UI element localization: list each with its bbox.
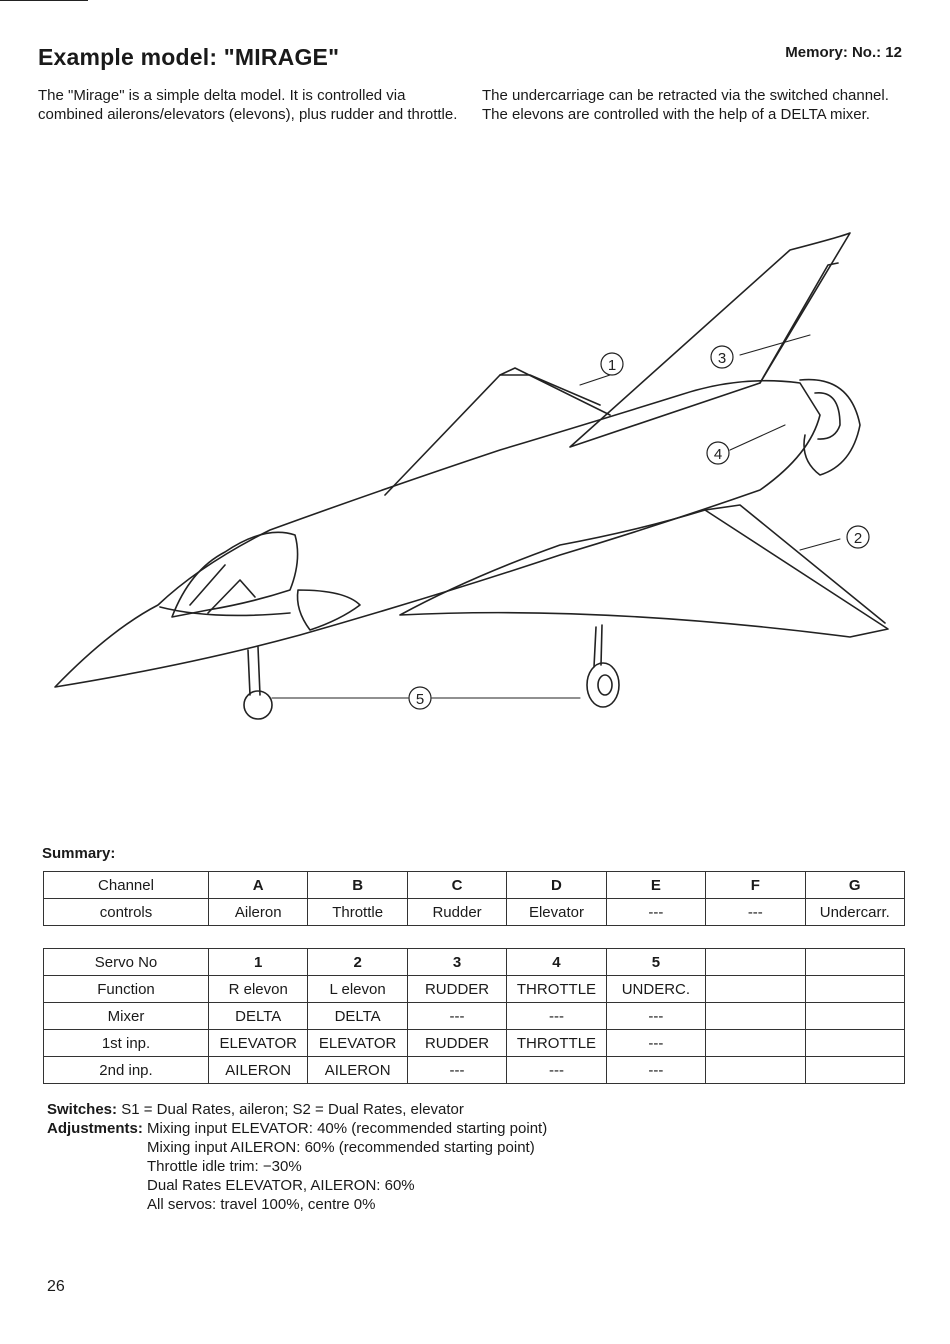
channel-table	[43, 871, 905, 926]
leader-line-3	[740, 335, 810, 355]
callout-3-label: 3	[717, 350, 727, 367]
table-cell	[805, 1030, 904, 1057]
leader-line-1	[580, 375, 610, 385]
nose-wheel	[244, 691, 272, 719]
table-cell: THROTTLE	[507, 1030, 606, 1057]
adjustments-list	[147, 1119, 547, 1214]
table-row	[44, 1003, 905, 1030]
table-cell: ELEVATOR	[308, 1030, 407, 1057]
table-cell: Servo No	[44, 949, 209, 976]
table-cell	[805, 976, 904, 1003]
far-wing	[385, 375, 600, 495]
table-cell: 2nd inp.	[44, 1057, 209, 1084]
table-cell: L elevon	[308, 976, 407, 1003]
table-cell	[706, 1057, 805, 1084]
table-cell: controls	[44, 899, 209, 926]
table-cell: 4	[507, 949, 606, 976]
table-cell: D	[507, 872, 606, 899]
table-cell: RUDDER	[407, 1030, 506, 1057]
table-cell: DELTA	[209, 1003, 308, 1030]
table-cell: G	[805, 872, 904, 899]
table-cell: ---	[407, 1003, 506, 1030]
switches-text: S1 = Dual Rates, aileron; S2 = Dual Rates, elevator	[121, 1101, 464, 1118]
table-row	[44, 899, 905, 926]
page-number: 26	[47, 1278, 65, 1295]
table-cell: ---	[507, 1003, 606, 1030]
leader-line-4	[730, 425, 785, 450]
callout-2-label: 2	[853, 530, 863, 547]
intro-left-paragraph: The "Mirage" is a simple delta model. It is controlled via combined ailerons/elevators (elevons), plus rudder and throttle.	[38, 87, 458, 123]
table-cell: ---	[606, 1030, 705, 1057]
switches-label: Switches:	[47, 1101, 118, 1118]
table-cell: 1	[209, 949, 308, 976]
table-cell	[805, 1057, 904, 1084]
table-cell: ---	[706, 899, 805, 926]
table-cell: E	[606, 872, 705, 899]
callout-3	[711, 346, 733, 368]
table-cell: Mixer	[44, 1003, 209, 1030]
table-row	[44, 1057, 905, 1084]
exhaust-nozzle	[800, 380, 860, 475]
callout-5-label: 5	[415, 691, 425, 708]
fuselage-outline	[55, 381, 820, 687]
nose-line	[160, 607, 290, 615]
exhaust-cone	[815, 393, 840, 439]
adjustment-item: Mixing input AILERON: 60% (recommended starting point)	[147, 1139, 535, 1156]
table-cell	[706, 976, 805, 1003]
switches-line	[47, 1100, 547, 1119]
table-cell: Rudder	[407, 899, 506, 926]
table-cell: Throttle	[308, 899, 407, 926]
table-cell	[805, 1003, 904, 1030]
table-cell: 3	[407, 949, 506, 976]
vertical-fin	[570, 233, 850, 447]
table-cell: ---	[507, 1057, 606, 1084]
table-row	[44, 1030, 905, 1057]
table-cell: RUDDER	[407, 976, 506, 1003]
table-cell: ---	[407, 1057, 506, 1084]
table-row	[44, 949, 905, 976]
callout-4-label: 4	[713, 446, 723, 463]
table-cell: C	[407, 872, 506, 899]
callout-1	[601, 353, 623, 375]
table-cell	[805, 949, 904, 976]
table-cell: DELTA	[308, 1003, 407, 1030]
table-cell: R elevon	[209, 976, 308, 1003]
table-cell: THROTTLE	[507, 976, 606, 1003]
air-intake	[298, 590, 361, 630]
adjustment-item: Throttle idle trim: −30%	[147, 1158, 302, 1175]
callout-1-label: 1	[607, 357, 617, 374]
callout-2	[847, 526, 869, 548]
servo-table	[43, 948, 905, 1084]
table-row	[44, 872, 905, 899]
table-cell: A	[209, 872, 308, 899]
table-cell: ---	[606, 1003, 705, 1030]
table-cell: Channel	[44, 872, 209, 899]
table-cell: Function	[44, 976, 209, 1003]
table-cell: Aileron	[209, 899, 308, 926]
table-row	[44, 976, 905, 1003]
memory-number: Memory: No.: 12	[785, 44, 902, 61]
table-cell: 2	[308, 949, 407, 976]
adjustment-item: Dual Rates ELEVATOR, AILERON: 60%	[147, 1177, 415, 1194]
table-cell: AILERON	[209, 1057, 308, 1084]
adjustment-item: All servos: travel 100%, centre 0%	[147, 1196, 376, 1213]
table-cell: ---	[606, 899, 705, 926]
adjustment-item: Mixing input ELEVATOR: 40% (recommended starting point)	[147, 1120, 548, 1137]
settings-notes	[47, 1100, 547, 1214]
callout-5	[409, 687, 431, 709]
table-cell	[706, 1003, 805, 1030]
intro-right-paragraph: The undercarriage can be retracted via the switched channel. The elevons are controlled with the help of a DELTA mixer.	[482, 87, 889, 123]
summary-label: Summary:	[42, 845, 116, 862]
callout-4	[707, 442, 729, 464]
page-title: Example model: "MIRAGE"	[38, 44, 340, 70]
right-elevon	[705, 505, 885, 623]
leader-line-2	[800, 539, 840, 550]
table-cell: AILERON	[308, 1057, 407, 1084]
canopy-frame	[190, 565, 255, 613]
mirage-aircraft-drawing	[40, 225, 900, 735]
table-cell	[706, 949, 805, 976]
nose-gear	[248, 647, 260, 695]
table-cell: Elevator	[507, 899, 606, 926]
table-cell: 1st inp.	[44, 1030, 209, 1057]
table-cell: 5	[606, 949, 705, 976]
main-wheel	[587, 663, 619, 707]
adjustments-label: Adjustments:	[47, 1120, 143, 1137]
main-wheel-hub	[598, 675, 612, 695]
table-cell: B	[308, 872, 407, 899]
table-cell: ELEVATOR	[209, 1030, 308, 1057]
table-cell: F	[706, 872, 805, 899]
main-gear	[594, 625, 602, 667]
table-cell	[706, 1030, 805, 1057]
adjustments-block	[47, 1119, 547, 1214]
top-rule	[0, 0, 88, 1]
table-cell: Undercarr.	[805, 899, 904, 926]
table-cell: ---	[606, 1057, 705, 1084]
table-cell: UNDERC.	[606, 976, 705, 1003]
